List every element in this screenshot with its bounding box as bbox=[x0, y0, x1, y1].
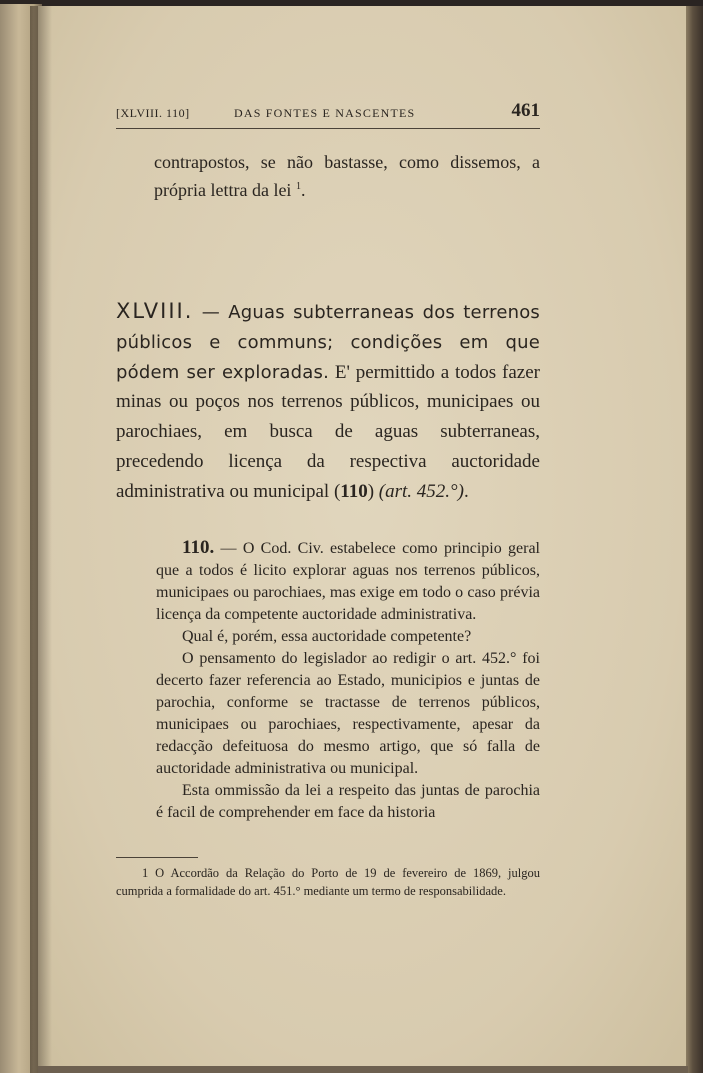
section-dash: — bbox=[193, 302, 229, 323]
section-body: E' permittido a todos fazer minas ou poços nos terrenos públicos, municipaes ou parochiaes, em busca de aguas subterraneas, precedendo licença da respectiva auctoridade administrativa ou municipal bbox=[116, 361, 540, 502]
intro-paragraph bbox=[154, 150, 540, 202]
footnote-rule bbox=[116, 857, 198, 858]
commentary-paragraph-4: Esta ommissão da lei a respeito das juntas de parochia é facil de comprehender em face da historia bbox=[156, 782, 540, 821]
footnote bbox=[116, 864, 540, 900]
ref-open: ( bbox=[333, 480, 341, 502]
section-paragraph bbox=[116, 297, 540, 507]
running-head-title: DAS FONTES E NASCENTES bbox=[234, 106, 416, 120]
commentary bbox=[156, 537, 540, 824]
ref-close: ) bbox=[367, 480, 375, 502]
commentary-text-1: — O Cod. Civ. estabelece como principio geral que a todos é licito explorar aguas nos terrenos públicos, municipaes ou parochiaes, mas exige em todo o caso prévia licença da competente auctoridade administrativa. bbox=[156, 540, 540, 623]
intro-end: . bbox=[300, 179, 306, 200]
commentary-number: 110. bbox=[182, 537, 215, 558]
commentary-paragraph-3: O pensamento do legislador ao redigir o art. 452.° foi decerto fazer referencia ao Estado, municipios e juntas de parochia, conforme se tractasse de terrenos públicos, municipaes ou parochiaes, respectivamente, apesar da redacção defeituosa do mesmo artigo, que só falla de auctoridade administrativa ou municipal. bbox=[156, 650, 540, 777]
page-bottom-edge bbox=[38, 1066, 688, 1073]
spine-shadow bbox=[30, 6, 52, 1073]
footnote-paragraph bbox=[116, 864, 540, 900]
article-reference: (art. 452.°) bbox=[378, 480, 464, 502]
section-heading: Aguas subterraneas dos terrenos públicos e communs; condições em que pódem ser exploradas. bbox=[116, 302, 540, 383]
ref-number: 110 bbox=[340, 480, 368, 502]
commentary-paragraph-1 bbox=[156, 537, 540, 626]
running-head-section: [XLVIII. 110] bbox=[116, 106, 190, 120]
running-head bbox=[116, 100, 540, 130]
header-rule bbox=[116, 128, 540, 129]
footnote-marker: 1 bbox=[142, 866, 149, 880]
page-number: 461 bbox=[511, 100, 540, 121]
commentary-paragraph-2: Qual é, porém, essa auctoridade competente? bbox=[182, 628, 472, 645]
section-end: . bbox=[463, 480, 469, 502]
page-fore-edge bbox=[686, 6, 703, 1073]
footnote-text: O Accordão da Relação do Porto de 19 de fevereiro de 1869, julgou cumprida a formalidade do art. 451.° mediante um termo de responsabilidade. bbox=[116, 866, 540, 898]
intro-text: contrapostos, se não bastasse, como dissemos, a própria lettra da lei bbox=[154, 152, 540, 200]
footnote-reference: 1 bbox=[295, 180, 301, 192]
section-number: XLVIII. bbox=[116, 299, 194, 323]
